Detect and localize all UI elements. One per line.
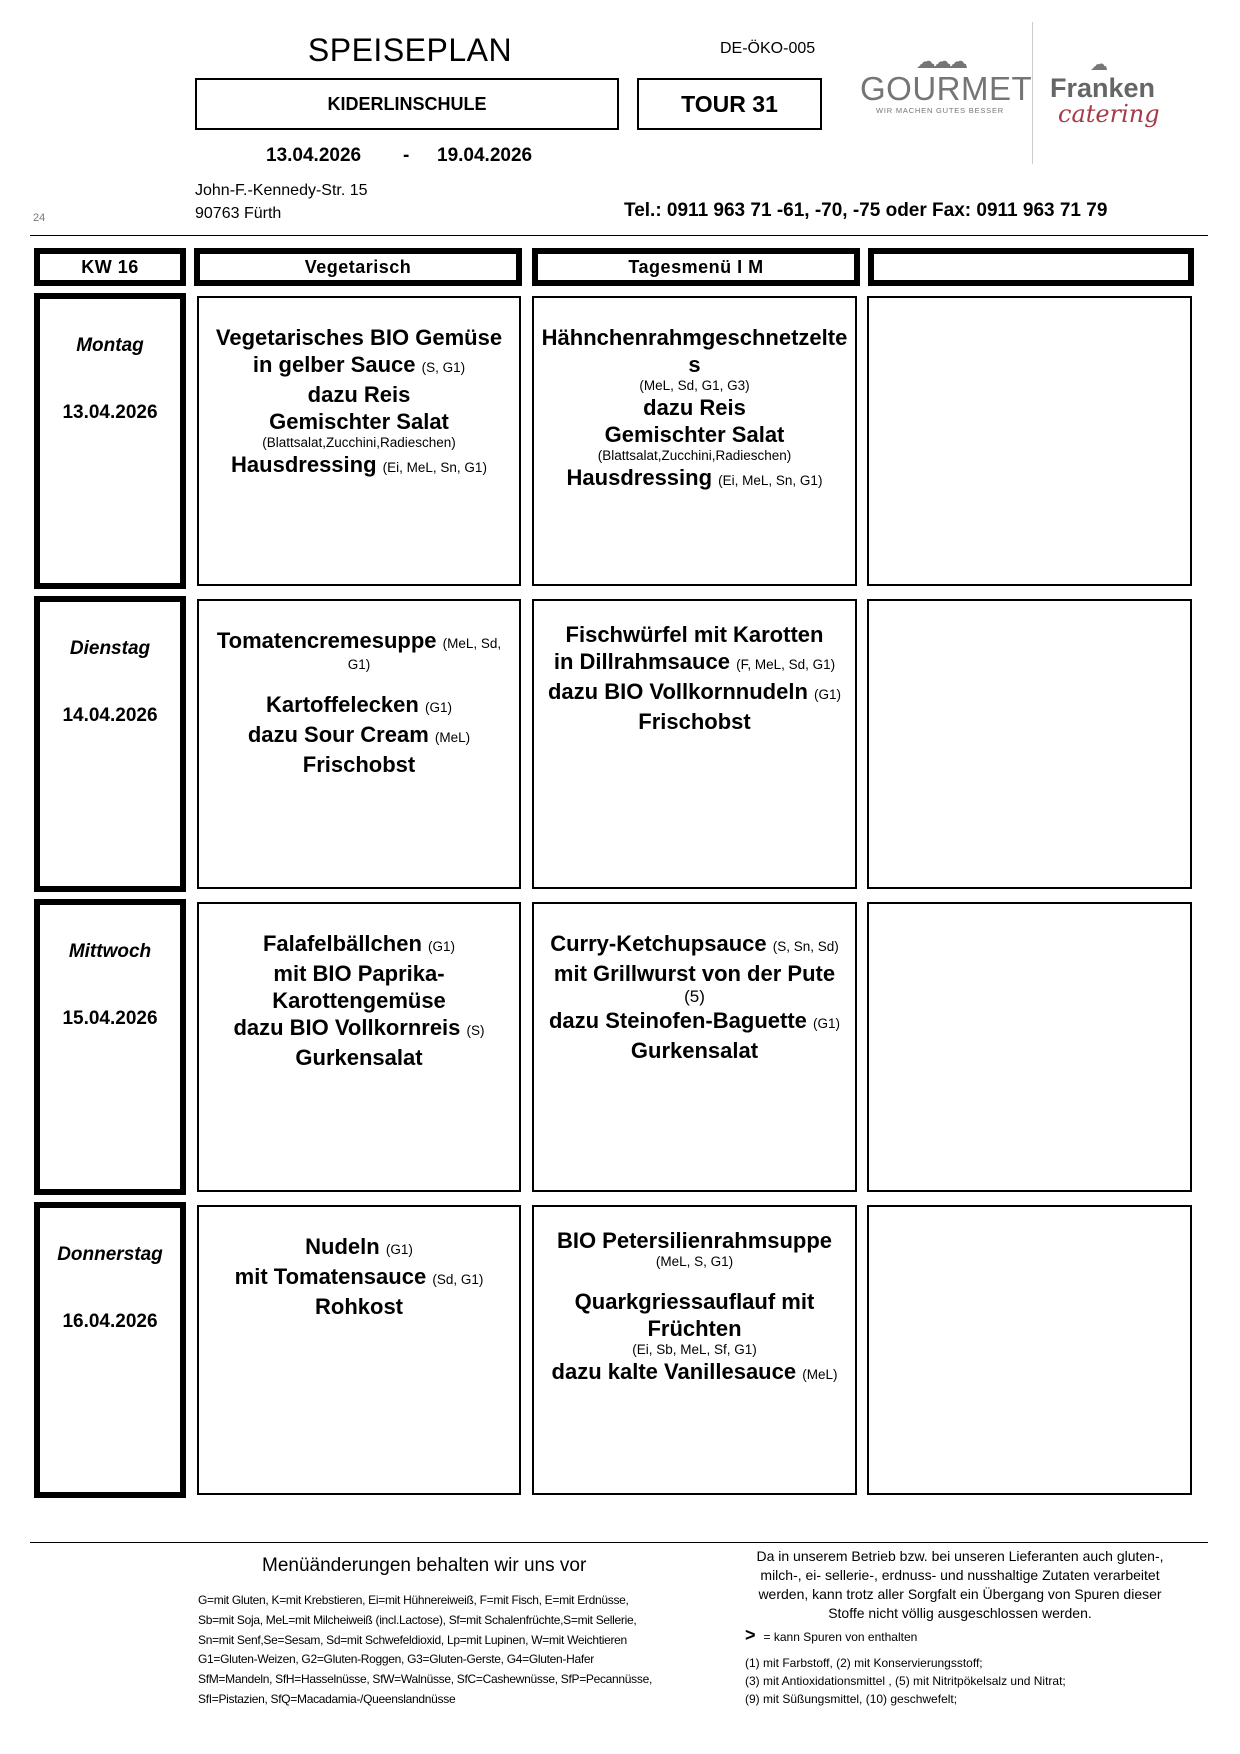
allergen-codes: (MeL) xyxy=(802,1367,838,1382)
menu-cell xyxy=(532,1205,857,1495)
dish-line xyxy=(534,648,855,678)
dish-name: dazu BIO Vollkornreis xyxy=(233,1015,461,1040)
empty-cell xyxy=(867,599,1192,889)
dish-name: Fischwürfel mit Karotten xyxy=(565,622,824,647)
col-header-menu-label: Tagesmenü I M xyxy=(628,256,764,277)
dish-name: dazu Sour Cream xyxy=(247,722,429,747)
dish-line xyxy=(199,627,519,657)
day-date: 14.04.2026 xyxy=(62,705,158,726)
legend-line: G1=Gluten-Weizen, G2=Gluten-Roggen, G3=Gluten-Gerste, G4=Gluten-Hafer xyxy=(198,1652,594,1667)
allergen-codes: (MeL) xyxy=(434,730,471,745)
day-name: Montag xyxy=(76,335,144,356)
gourmet-logo-word: GOURMET xyxy=(860,70,1033,107)
week-header xyxy=(34,248,186,286)
day-box xyxy=(34,1202,186,1498)
allergen-codes: (S, G1) xyxy=(421,360,466,375)
logo-divider xyxy=(1032,22,1033,164)
dish-name: mit Grillwurst von der Pute xyxy=(553,961,836,986)
dish-line xyxy=(534,708,855,735)
day-date: 15.04.2026 xyxy=(62,1008,158,1029)
allergen-info: (Blattsalat,Zucchini,Radieschen) xyxy=(597,448,792,463)
day-date: 16.04.2026 xyxy=(62,1311,158,1332)
spacer xyxy=(199,673,519,691)
week-label: KW 16 xyxy=(81,256,139,277)
additives-legend xyxy=(745,1654,1066,1708)
dish-line xyxy=(199,1263,519,1293)
legend-line: Sn=mit Senf,Se=Sesam, Sd=mit Schwefeldioxid, Lp=mit Lupinen, W=mit Weichtieren xyxy=(198,1632,627,1647)
empty-cell xyxy=(867,902,1192,1192)
legend-line: SfI=Pistazien, SfQ=Macadamia-/Queenslandnüsse xyxy=(198,1691,456,1706)
dish-name: Rohkost xyxy=(315,1294,403,1319)
gourmet-logo-tagline: WIR MACHEN GUTES BESSER xyxy=(876,106,1004,115)
certification-code: DE-ÖKO-005 xyxy=(720,40,816,57)
day-box xyxy=(34,293,186,589)
address-city: 90763 Fürth xyxy=(195,205,282,222)
col-header-empty xyxy=(868,248,1194,286)
dish-line xyxy=(199,351,519,381)
legend-line: Sb=mit Soja, MeL=mit Milcheiweiß (incl.Lactose), Sf=mit Schalenfrüchte,S=mit Sellerie, xyxy=(198,1612,637,1627)
allergen-info: (Ei, Sb, MeL, Sf, G1) xyxy=(632,1342,757,1357)
day-box xyxy=(34,596,186,892)
school-name-box xyxy=(195,78,619,130)
tour-box xyxy=(637,78,822,130)
col-header-vegetarian xyxy=(194,248,522,286)
dish-name: Vegetarisches BIO Gemüse xyxy=(215,325,503,350)
dish-line xyxy=(534,960,855,987)
additive-info: (5) xyxy=(684,987,705,1006)
dish-line xyxy=(534,1037,855,1064)
col-header-vegetarian-label: Vegetarisch xyxy=(304,256,412,277)
franken-logo xyxy=(1050,55,1190,135)
menu-cell xyxy=(532,296,857,586)
additive-line: (3) mit Antioxidationsmittel , (5) mit Nitritpökelsalz und Nitrat; xyxy=(745,1674,1066,1688)
day-date: 13.04.2026 xyxy=(62,402,158,423)
dish-name: Gurkensalat xyxy=(630,1038,759,1063)
dish-line xyxy=(534,930,855,960)
day-name: Donnerstag xyxy=(57,1244,163,1265)
franken-logo-word: Franken xyxy=(1050,73,1156,103)
allergen-codes: (S) xyxy=(466,1023,485,1038)
dish-name: in gelber Sauce xyxy=(252,352,416,377)
dish-name: s xyxy=(688,352,701,377)
menu-cell xyxy=(532,902,857,1192)
dish-name: Quarkgriessauflauf mit xyxy=(574,1289,815,1314)
dish-line xyxy=(534,1288,855,1315)
dish-line xyxy=(199,1014,519,1044)
chef-hat-icon: ☁ xyxy=(1090,54,1108,74)
dish-line xyxy=(199,691,519,721)
dish-line xyxy=(534,678,855,708)
trace-text: = kann Spuren von enthalten xyxy=(763,1630,918,1644)
allergen-codes: (G1) xyxy=(428,939,456,954)
dish-line xyxy=(534,1227,855,1254)
dish-name: Frischobst xyxy=(638,709,751,734)
dish-line xyxy=(199,960,519,987)
allergen-codes: (S, Sn, Sd) xyxy=(772,939,839,954)
day-name: Dienstag xyxy=(69,638,151,659)
dish-line xyxy=(534,464,855,494)
dish-line xyxy=(534,621,855,648)
dish-name: mit Tomatensauce xyxy=(234,1264,427,1289)
contact-info: Tel.: 0911 963 71 -61, -70, -75 oder Fax: 0911 963 71 79 xyxy=(624,200,1108,221)
franken-logo-sub: catering xyxy=(1058,100,1160,128)
dish-line xyxy=(534,351,855,378)
allergen-codes: (G1) xyxy=(814,687,842,702)
dish-name: dazu kalte Vanillesauce xyxy=(551,1359,797,1384)
trace-note xyxy=(745,1625,917,1646)
allergen-codes: (Sd, G1) xyxy=(432,1272,484,1287)
allergen-codes: (G1) xyxy=(385,1242,413,1257)
legend-line: SfM=Mandeln, SfH=Hasselnüsse, SfW=Walnüsse, SfC=Cashewnüsse, SfP=Pecannüsse, xyxy=(198,1672,652,1687)
dish-name: Hausdressing xyxy=(566,465,713,490)
dish-name: Gurkensalat xyxy=(295,1045,423,1070)
vegetarian-cell xyxy=(197,902,521,1192)
additive-line: (1) mit Farbstoff, (2) mit Konservierungsstoff; xyxy=(745,1656,983,1670)
dish-line xyxy=(199,930,519,960)
gourmet-logo xyxy=(860,51,1033,132)
empty-cell xyxy=(867,1205,1192,1495)
dish-line xyxy=(199,987,519,1014)
dish-name: Karottengemüse xyxy=(272,988,446,1013)
school-name: KIDERLINSCHULE xyxy=(327,93,487,114)
menu-changes-note: Menüänderungen behalten wir uns vor xyxy=(262,1555,587,1576)
tour-label: TOUR 31 xyxy=(681,90,778,117)
dish-line xyxy=(534,421,855,448)
chef-hats-icon: ☁☁☁ xyxy=(916,51,964,73)
dish-name: dazu Reis xyxy=(307,382,411,407)
page-number: 24 xyxy=(33,212,46,224)
dish-line xyxy=(199,751,519,778)
address-street: John-F.-Kennedy-Str. 15 xyxy=(195,182,368,199)
allergen-info: (MeL, S, G1) xyxy=(655,1254,734,1269)
col-header-menu xyxy=(532,248,860,286)
dish-name: dazu Steinofen-Baguette xyxy=(548,1008,807,1033)
dish-line xyxy=(199,1044,519,1071)
vegetarian-cell xyxy=(197,599,521,889)
allergen-codes: (G1) xyxy=(424,700,452,715)
dish-name: Hausdressing xyxy=(231,452,377,477)
dish-line xyxy=(534,324,855,351)
dish-name: Gemischter Salat xyxy=(604,422,785,447)
dish-name: Frischobst xyxy=(302,752,416,777)
empty-cell xyxy=(867,296,1192,586)
additive-line: (9) mit Süßungsmittel, (10) geschwefelt; xyxy=(745,1692,958,1706)
allergen-info: (Blattsalat,Zucchini,Radieschen) xyxy=(262,435,456,450)
trace-symbol: > xyxy=(745,1625,756,1645)
day-box xyxy=(34,899,186,1195)
legend-line: G=mit Gluten, K=mit Krebstieren, Ei=mit Hühnereiweiß, F=mit Fisch, E=mit Erdnüsse, xyxy=(198,1593,629,1607)
dish-line xyxy=(199,451,519,481)
allergen-warning: Da in unserem Betrieb bzw. bei unseren Lieferanten auch gluten-, milch-, ei- sellerie-, erdnuss- und nusshaltige Zutaten verarbeitet werden, kann trotz aller Sorgfalt ein Übergang von Spuren dieser Stoffe nicht völlig ausgeschlossen werden. xyxy=(756,1548,1164,1621)
dish-line xyxy=(199,381,519,408)
dish-name: dazu Reis xyxy=(643,395,746,420)
dish-line xyxy=(534,1315,855,1342)
dish-name: Früchten xyxy=(647,1316,742,1341)
footer-divider xyxy=(30,1542,1208,1543)
header-divider xyxy=(30,235,1208,236)
allergen-info: (MeL, Sd, G1, G3) xyxy=(639,378,750,393)
menu-cell xyxy=(532,599,857,889)
dish-name: Falafelbällchen xyxy=(262,931,422,956)
dish-line xyxy=(199,1233,519,1263)
page-title: SPEISEPLAN xyxy=(307,32,513,68)
dish-name: Kartoffelecken xyxy=(266,692,419,717)
dish-line xyxy=(534,1358,855,1388)
dish-line xyxy=(199,721,519,751)
allergen-codes: (G1) xyxy=(813,1016,841,1031)
dish-line xyxy=(534,1007,855,1037)
dish-name: Hähnchenrahmgeschnetzelte xyxy=(541,325,848,350)
date-to: 19.04.2026 xyxy=(437,145,533,166)
spacer xyxy=(534,1270,855,1288)
allergen-codes: (Ei, MeL, Sn, G1) xyxy=(382,460,487,475)
dish-line xyxy=(199,408,519,435)
dish-line xyxy=(534,394,855,421)
allergen-codes: (MeL, Sd, xyxy=(442,636,502,651)
dish-name: Gemischter Salat xyxy=(269,409,449,434)
dish-name: Curry-Ketchupsauce xyxy=(550,931,767,956)
allergen-info: G1) xyxy=(347,657,371,672)
dish-name: BIO Petersilienrahmsuppe xyxy=(556,1228,833,1253)
allergen-legend xyxy=(198,1591,698,1710)
dish-line xyxy=(199,1293,519,1320)
dish-name: dazu BIO Vollkornnudeln xyxy=(547,679,808,704)
dish-name: in Dillrahmsauce xyxy=(553,649,730,674)
allergen-codes: (F, MeL, Sd, G1) xyxy=(736,657,836,672)
dish-name: Nudeln xyxy=(305,1234,380,1259)
dish-line xyxy=(199,324,519,351)
date-from: 13.04.2026 xyxy=(266,145,362,166)
day-name: Mittwoch xyxy=(68,941,152,962)
date-separator: - xyxy=(403,145,410,166)
vegetarian-cell xyxy=(197,296,521,586)
dish-name: mit BIO Paprika- xyxy=(273,961,445,986)
allergen-codes: (Ei, MeL, Sn, G1) xyxy=(718,473,823,488)
dish-name: Tomatencremesuppe xyxy=(216,628,437,653)
vegetarian-cell xyxy=(197,1205,521,1495)
